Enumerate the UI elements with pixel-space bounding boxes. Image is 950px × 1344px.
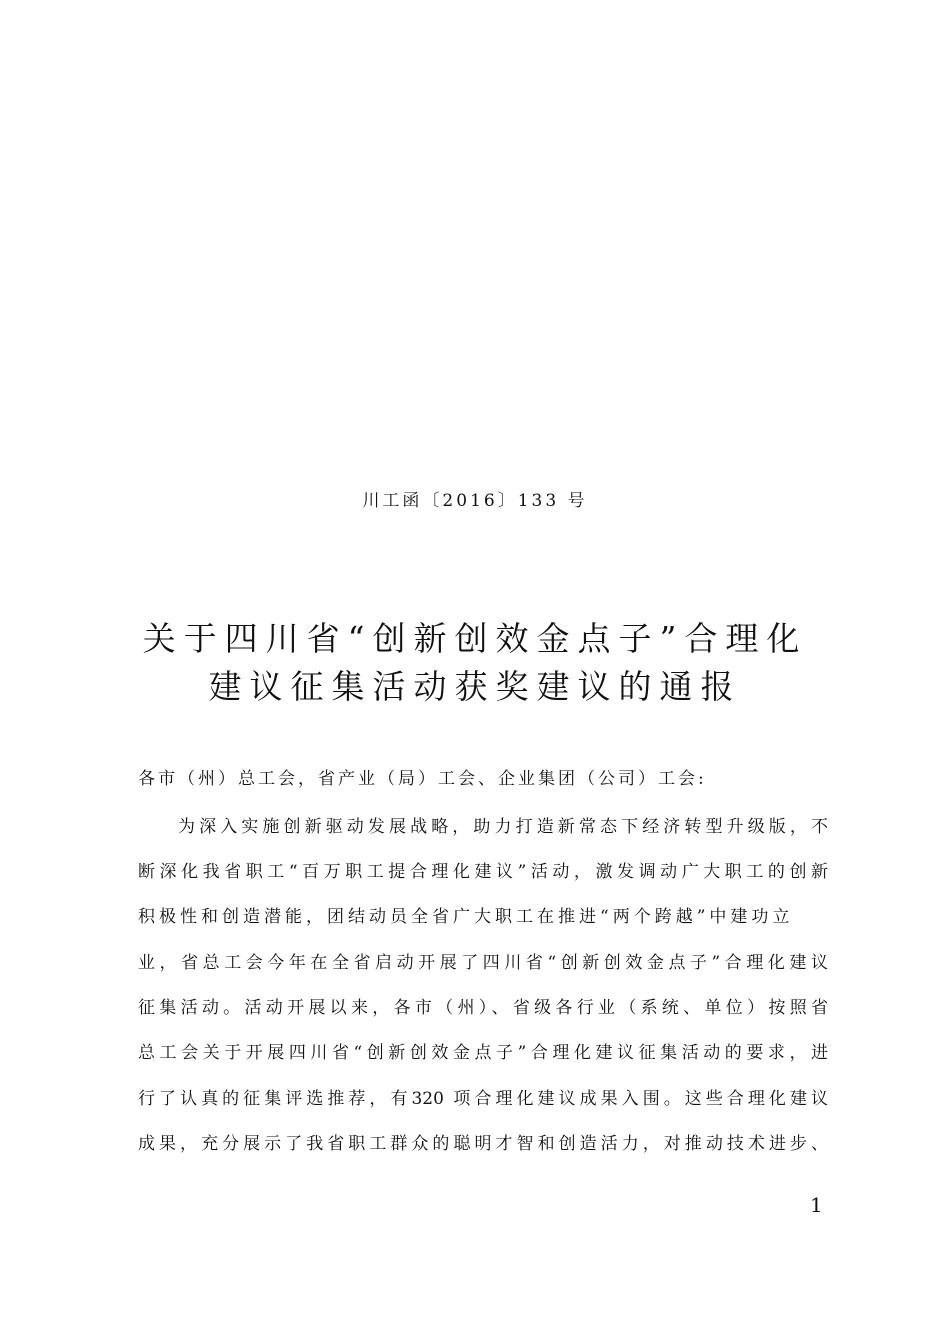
document-title-line-1: 关于四川省“创新创效金点子”合理化 <box>142 619 808 658</box>
document-title-line-2: 建议征集活动获奖建议的通报 <box>208 667 742 706</box>
body-line-2: 断深化我省职工“百万职工提合理化建议”活动，激发调动广大职工的创新 <box>138 862 828 882</box>
body-line-1: 为深入实施创新驱动发展战略，助力打造新常态下经济转型升级版，不 <box>178 817 828 837</box>
body-line-8: 成果，充分展示了我省职工群众的聪明才智和创造活力，对推动技术进步、 <box>138 1134 828 1154</box>
body-line-3: 积极性和创造潜能，团结动员全省广大职工在推进“两个跨越”中建功立 <box>138 907 794 927</box>
body-line-5: 征集活动。活动开展以来，各市（州）、省级各行业（系统、单位）按照省 <box>138 998 828 1018</box>
page-number: 1 <box>810 1193 823 1217</box>
body-line-4: 业，省总工会今年在全省启动开展了四川省“创新创效金点子”合理化建议 <box>138 953 828 973</box>
body-line-6: 总工会关于开展四川省“创新创效金点子”合理化建议征集活动的要求，进 <box>138 1043 828 1063</box>
body-line-7: 行了认真的征集评选推荐，有320 项合理化建议成果入围。这些合理化建议 <box>138 1089 828 1109</box>
salutation: 各市（州）总工会，省产业（局）工会、企业集团（公司）工会: <box>138 769 707 789</box>
document-number: 川工函〔2016〕133 号 <box>362 491 588 511</box>
